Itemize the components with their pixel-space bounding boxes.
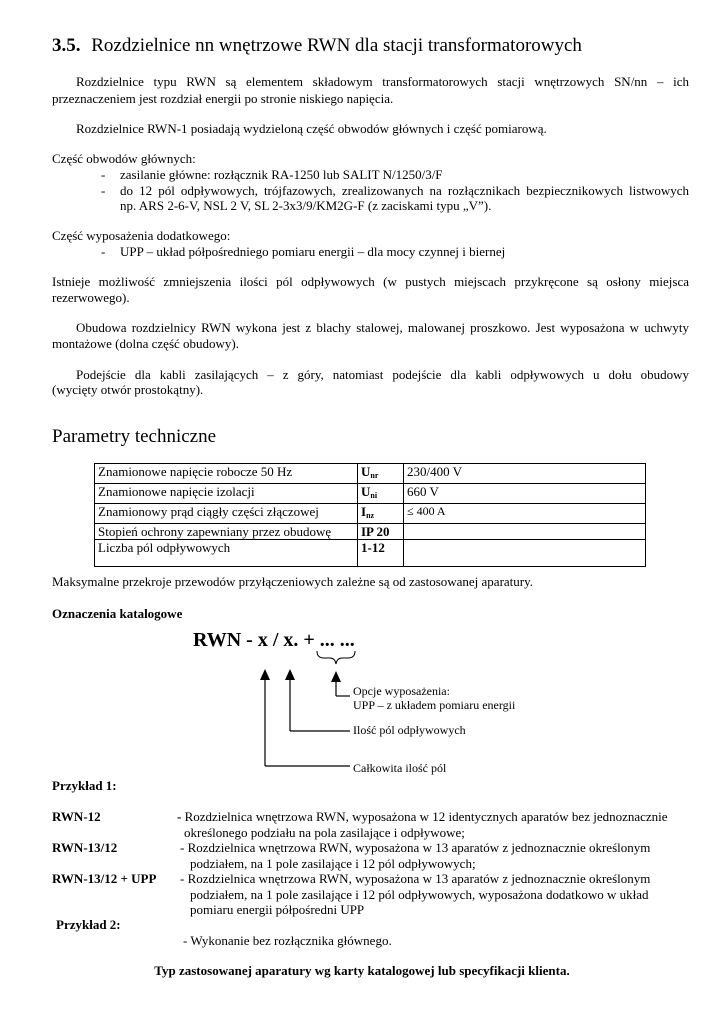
table-row [95, 504, 646, 524]
example-2-title: Przykład 2: [56, 917, 121, 932]
param-symbol: $U_{nr}$ [358, 464, 404, 484]
catalog-title: Oznaczenia katalogowe [52, 606, 183, 621]
example-desc-cont: określonego podziału na pola zasilające i odpływowe; [184, 825, 465, 840]
intro-line-2: przeznaczeniem jest rozdział energii po stronie niskiego napięcia. [52, 91, 394, 106]
options-label-line-1: Opcje wyposażenia: [353, 684, 450, 698]
example-desc-cont: pomiaru energii półpośredni UPP [190, 902, 365, 917]
param-symbol: $U_{ni}$ [358, 484, 404, 504]
brace-icon [317, 651, 355, 664]
table-row [95, 524, 646, 540]
section-heading [52, 35, 582, 57]
total-count-label: Całkowita ilość pól [353, 761, 447, 775]
param-name: Znamionowy prąd ciągły części złączowej [95, 504, 358, 524]
param-name: Stopień ochrony zapewniany przez obudowę [95, 524, 358, 540]
paragraph-5-line-2: (wycięty otwór prostokątny). [52, 382, 204, 397]
paragraph-3-line-2: rezerwowego). [52, 290, 130, 305]
intro-paragraph-2: Rozdzielnice RWN-1 posiadają wydzieloną część obwodów głównych i część pomiarową. [76, 121, 547, 136]
param-symbol: IP 20 [358, 524, 404, 540]
catalog-code: RWN - x / x. + ... ... [193, 629, 355, 651]
main-circuits-item-2-cont: np. ARS 2-6-V, NSL 2 V, SL 2-3x3/9/KM2G-F (z zaciskami typu „V”). [120, 198, 492, 213]
param-value: 230/400 V [404, 464, 646, 484]
example-2-desc: - Wykonanie bez rozłącznika głównego. [183, 933, 392, 948]
arrow-outgoing-head [285, 669, 295, 680]
example-code: RWN-13/12 + UPP [52, 871, 157, 886]
example-desc: - Rozdzielnica wnętrzowa RWN, wyposażona w 12 identycznych aparatów bez jednoznacznie [177, 809, 668, 824]
section-number: 3.5. [52, 35, 81, 56]
example-desc-cont: podziałem, na 1 pole zasilające i 12 pól odpływowych, wyposażona dodatkowo w układ [190, 887, 649, 902]
bullet-dash: - [101, 244, 106, 259]
example-1-title: Przykład 1: [52, 778, 117, 793]
paragraph-4-line-1: Obudowa rozdzielnicy RWN wykona jest z blachy stalowej, malowanej proszkowo. Jest wyposażona w uchwyty [76, 320, 689, 335]
param-value [404, 540, 646, 567]
additional-item-1: UPP – układ półpośredniego pomiaru energii – dla mocy czynnej i biernej [120, 244, 506, 259]
param-symbol: 1-12 [358, 540, 404, 567]
paragraph-5-line-1: Podejście dla kabli zasilających – z góry, natomiast podejście dla kabli odpływowych u dołu obudowy [76, 367, 689, 382]
param-value: ≤ 400 A [404, 504, 646, 524]
param-name: Znamionowe napięcie robocze 50 Hz [95, 464, 358, 484]
main-circuits-item-1: zasilanie główne: rozłącznik RA-1250 lub SALIT N/1250/3/F [120, 167, 443, 182]
page-title: Rozdzielnice nn wnętrzowe RWN dla stacji transformatorowych [91, 35, 582, 56]
example-code: RWN-12 [52, 809, 101, 824]
bullet-dash: - [101, 183, 106, 198]
table-row [95, 464, 646, 484]
params-title: Parametry techniczne [52, 426, 217, 447]
outgoing-count-label: Ilość pól odpływowych [353, 723, 466, 737]
example-desc: - Rozdzielnica wnętrzowa RWN, wyposażona w 13 aparatów z jednoznacznie określonym [180, 871, 651, 886]
paragraph-3-line-1: Istnieje możliwość zmniejszenia ilości pól odpływowych (w pustych miejscach przykręcone są osłony miejsca [52, 274, 689, 289]
additional-title: Część wyposażenia dodatkowego: [52, 228, 231, 243]
example-code: RWN-13/12 [52, 840, 118, 855]
options-label-line-2: UPP – z układem pomiaru energii [353, 698, 516, 712]
param-value [404, 524, 646, 540]
main-circuits-item-2: do 12 pól odpływowych, trójfazowych, zrealizowanych na rozłącznikach bezpiecznikowych listwowych [120, 183, 689, 198]
table-row [95, 540, 646, 567]
arrow-options-head [331, 671, 341, 682]
bullet-dash: - [101, 167, 106, 182]
example-desc-cont: podziałem, na 1 pole zasilające i 12 pól odpływowych; [190, 856, 476, 871]
param-name: Liczba pól odpływowych [95, 540, 358, 567]
param-name: Znamionowe napięcie izolacji [95, 484, 358, 504]
arrow-total-head [260, 669, 270, 680]
param-value: 660 V [404, 484, 646, 504]
param-symbol: $I_{nz}$ [358, 504, 404, 524]
intro-line-1: Rozdzielnice typu RWN są elementem składowym transformatorowych stacji wnętrzowych SN/nn – ich [76, 74, 689, 89]
table-row [95, 484, 646, 504]
params-note: Maksymalne przekroje przewodów przyłączeniowych zależne są od zastosowanej aparatury. [52, 574, 534, 589]
footer-note: Typ zastosowanej aparatury wg karty katalogowej lub specyfikacji klienta. [154, 963, 570, 978]
paragraph-4-line-2: montażowe (dolna część obudowy). [52, 336, 239, 351]
main-circuits-title: Część obwodów głównych: [52, 151, 196, 166]
params-table [94, 463, 646, 567]
example-desc: - Rozdzielnica wnętrzowa RWN, wyposażona w 13 aparatów z jednoznacznie określonym [180, 840, 651, 855]
